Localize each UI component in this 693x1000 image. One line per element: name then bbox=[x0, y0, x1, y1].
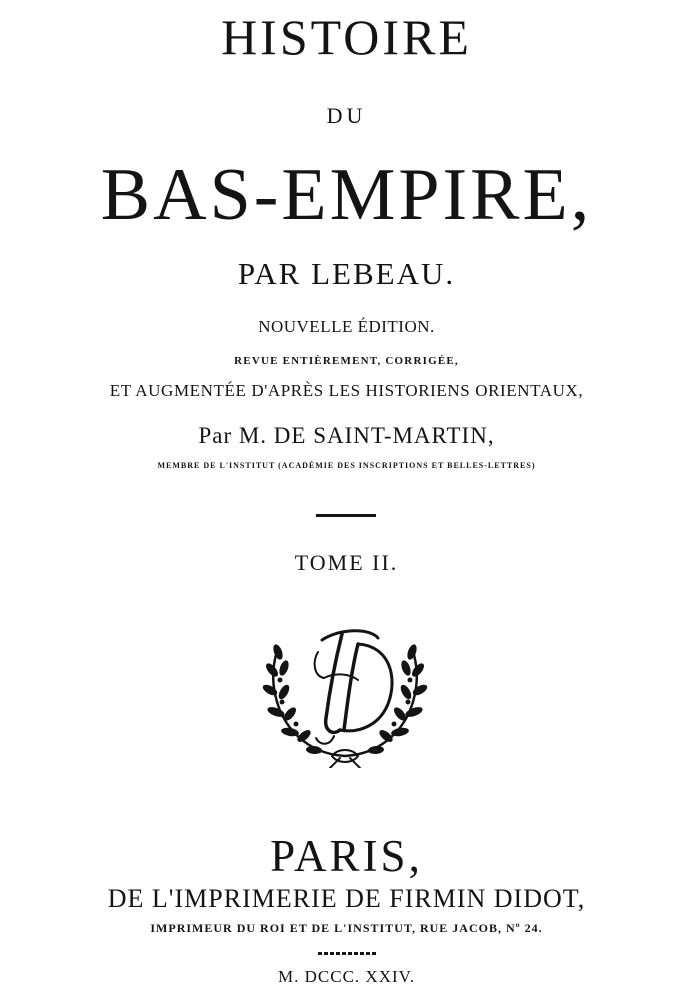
imprint-printer: DE L'IMPRIMERIE DE FIRMIN DIDOT, bbox=[107, 884, 586, 913]
firmin-didot-monogram-icon bbox=[260, 618, 430, 768]
imprint-city: PARIS, bbox=[270, 831, 423, 881]
title-line-du: DU bbox=[326, 103, 367, 128]
imprint-year: M. DCCC. XXIV. bbox=[278, 967, 415, 986]
volume-line: TOME II. bbox=[294, 550, 399, 575]
author-line: PAR LEBEAU. bbox=[237, 256, 456, 291]
editor-affiliation-line: MEMBRE DE L'INSTITUT (ACADÉMIE DES INSCRIPTIONS ET BELLES-LETTRES) bbox=[157, 461, 536, 470]
augmented-line: ET AUGMENTÉE D'APRÈS LES HISTORIENS ORIENTAUX, bbox=[109, 381, 584, 400]
editor-line: Par M. DE SAINT-MARTIN, bbox=[198, 423, 495, 448]
title-line-bas-empire: BAS-EMPIRE, bbox=[100, 154, 593, 236]
divider-rule bbox=[316, 514, 376, 517]
dotted-divider bbox=[318, 952, 376, 955]
edition-line: NOUVELLE ÉDITION. bbox=[258, 317, 435, 336]
revised-line: REVUE ENTIÈREMENT, CORRIGÉE, bbox=[234, 355, 459, 367]
title-line-histoire: HISTOIRE bbox=[221, 9, 472, 65]
imprint-printer-detail: IMPRIMEUR DU ROI ET DE L'INSTITUT, RUE JACOB, Nº 24. bbox=[150, 921, 543, 935]
